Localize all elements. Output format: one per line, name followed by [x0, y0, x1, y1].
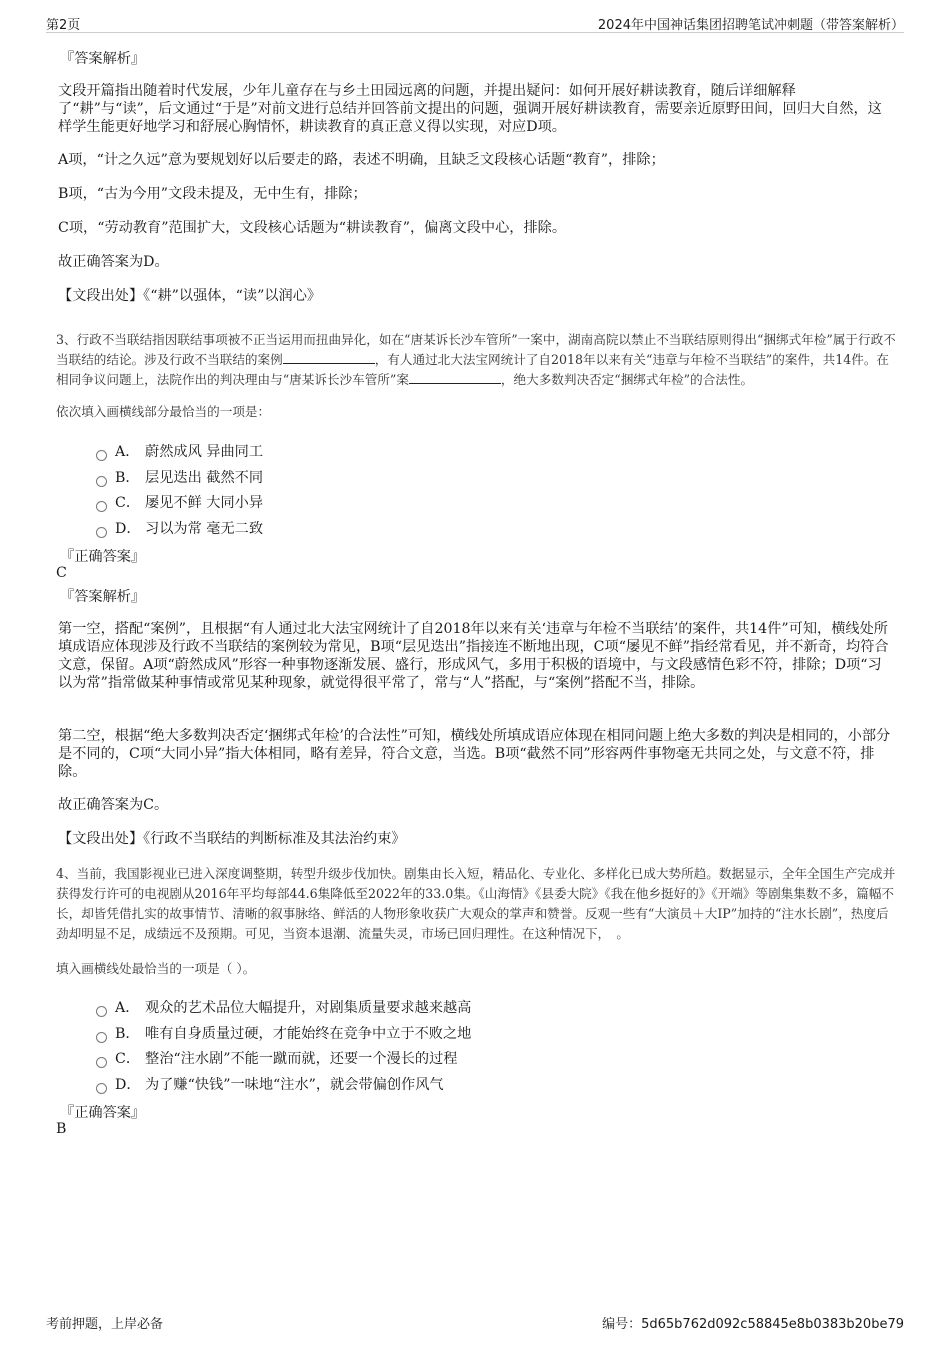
analysis-paragraph: 文段开篇指出随着时代发展，少年儿童存在与乡土田园远离的问题，并提出疑问：如何开展好耕读教育，随后详细解释了“耕”与“读”，后文通过“于是”对前文进行总结并回答前文提出的问题，强调开展好耕读教育，需要亲近原野田间，回归大自然，这样学生能更好地学习和舒展心胸情怀，耕读教育的真正意义得以实现，对应D项。	[58, 83, 882, 135]
option-c[interactable]: C． 屡见不鲜 大同小异	[96, 492, 263, 512]
document-id: 编号：5d65b762d092c58845e8b0383b20be79	[602, 1317, 904, 1332]
question-stem: 3、行政不当联结指因联结事项被不正当运用而扭曲异化，如在“唐某诉长沙车管所”一案中，湖南高院以禁止不当联结原则得出“捆绑式年检”属于行政不当联结的结论。涉及行政不当联结的案例 ，有人通过北大法宝网统计了自2018年以来有关“违章与年检不当联结”的案件，共14件。在相同争议问题上，法院作出的判决理由与“唐某诉长沙车管所”案 ，绝大多数判决否定“捆绑式年检”的合法性。	[56, 332, 896, 387]
radio-icon[interactable]	[96, 1006, 107, 1017]
answer-tag: 『正确答案』	[60, 549, 146, 565]
answer-tag: 『正确答案』	[60, 1105, 146, 1121]
fill-blank	[283, 351, 375, 364]
analysis-paragraph: A项，“计之久远”意为要规划好以后要走的路，表述不明确，且缺乏文段核心话题“教育”，排除；	[58, 152, 665, 168]
option-b[interactable]: B． 唯有自身质量过硬，才能始终在竞争中立于不败之地	[96, 1023, 471, 1043]
analysis-paragraph: B项，“古为今用”文段未提及，无中生有，排除；	[58, 186, 367, 202]
source-citation: 【文段出处】《行政不当联结的判断标准及其法治约束》	[58, 831, 406, 847]
radio-icon[interactable]	[96, 1057, 107, 1068]
page-header	[46, 12, 904, 33]
option-c[interactable]: C． 整治“注水剧”不能一蹴而就，还要一个漫长的过程	[96, 1048, 457, 1068]
option-a[interactable]: A． 观众的艺术品位大幅提升，对剧集质量要求越来越高	[96, 997, 471, 1017]
analysis-tag: 『答案解析』	[60, 589, 146, 605]
option-a[interactable]: A． 蔚然成风 异曲同工	[96, 441, 263, 461]
analysis-paragraph: 第二空，根据“绝大多数判决否定‘捆绑式年检’的合法性”可知，横线处所填成语应体现在相同问题上绝大多数的判决是相同的，小部分是不同的，C项“大同小异”指大体相同，略有差异，符合文意，当选。B项“截然不同”形容两件事物毫无共同之处，与文意不符，排除。	[58, 728, 891, 780]
analysis-paragraph: C项，“劳动教育”范围扩大，文段核心话题为“耕读教育”，偏离文段中心，排除。	[58, 220, 567, 236]
document-title: 2024年中国神话集团招聘笔试冲刺题（带答案解析）	[597, 18, 904, 33]
option-d[interactable]: D． 为了赚“快钱”一味地“注水”，就会带偏创作风气	[96, 1074, 444, 1094]
radio-icon[interactable]	[96, 527, 107, 538]
answer-conclusion: 故正确答案为C。	[58, 797, 169, 813]
option-b[interactable]: B． 层见迭出 截然不同	[96, 467, 263, 487]
correct-answer: C	[56, 565, 67, 581]
option-d[interactable]: D． 习以为常 毫无二致	[96, 518, 263, 538]
radio-icon[interactable]	[96, 476, 107, 487]
page-number: 第2页	[46, 18, 81, 33]
answer-conclusion: 故正确答案为D。	[58, 254, 169, 270]
radio-icon[interactable]	[96, 501, 107, 512]
fill-blank	[409, 371, 501, 384]
analysis-paragraph: 第一空，搭配“案例”，且根据“有人通过北大法宝网统计了自2018年以来有关‘违章与年检不当联结’的案件，共14件”可知，横线处所填成语应体现涉及行政不当联结的案例较为常见，B项“层见迭出”指接连不断地出现，C项“屡见不鲜”指经常看见，并不新奇，均符合文意，保留。A项“蔚然成风”形容一种事物逐渐发展、盛行，形成风气，多用于积极的语境中，与文段感情色彩不符，排除；D项“习以为常”指常做某种事情或常见某种现象，就觉得很平常了，常与“人”搭配，与“案例”搭配不当，排除。	[58, 621, 889, 691]
question-instruction: 依次填入画横线部分最恰当的一项是：	[56, 404, 271, 419]
radio-icon[interactable]	[96, 450, 107, 461]
radio-icon[interactable]	[96, 1083, 107, 1094]
source-citation: 【文段出处】《“耕”以强体，“读”以润心》	[58, 288, 322, 304]
analysis-tag: 『答案解析』	[60, 51, 146, 67]
question-stem: 4、当前，我国影视业已进入深度调整期，转型升级步伐加快。剧集由长入短，精品化、专业化、多样化已成大势所趋。数据显示，全年全国生产完成并获得发行许可的电视剧从2016年平均每部44.6集降低至2022年的33.0集。《山海情》《县委大院》《我在他乡挺好的》《开端》等剧集集数不多，篇幅不长，却皆凭借扎实的故事情节、清晰的叙事脉络、鲜活的人物形象收获广大观众的掌声和赞誉。反观一些有“大演员＋大IP”加持的“注水长剧”，热度后劲却明显不足，成绩远不及预期。可见，当资本退潮、流量失灵，市场已回归理性。在这种情况下， 。	[56, 866, 896, 941]
footer-slogan: 考前押题，上岸必备	[46, 1317, 164, 1332]
question-instruction: 填入画横线处最恰当的一项是（ ）。	[56, 961, 256, 976]
radio-icon[interactable]	[96, 1032, 107, 1043]
correct-answer: B	[56, 1121, 67, 1137]
